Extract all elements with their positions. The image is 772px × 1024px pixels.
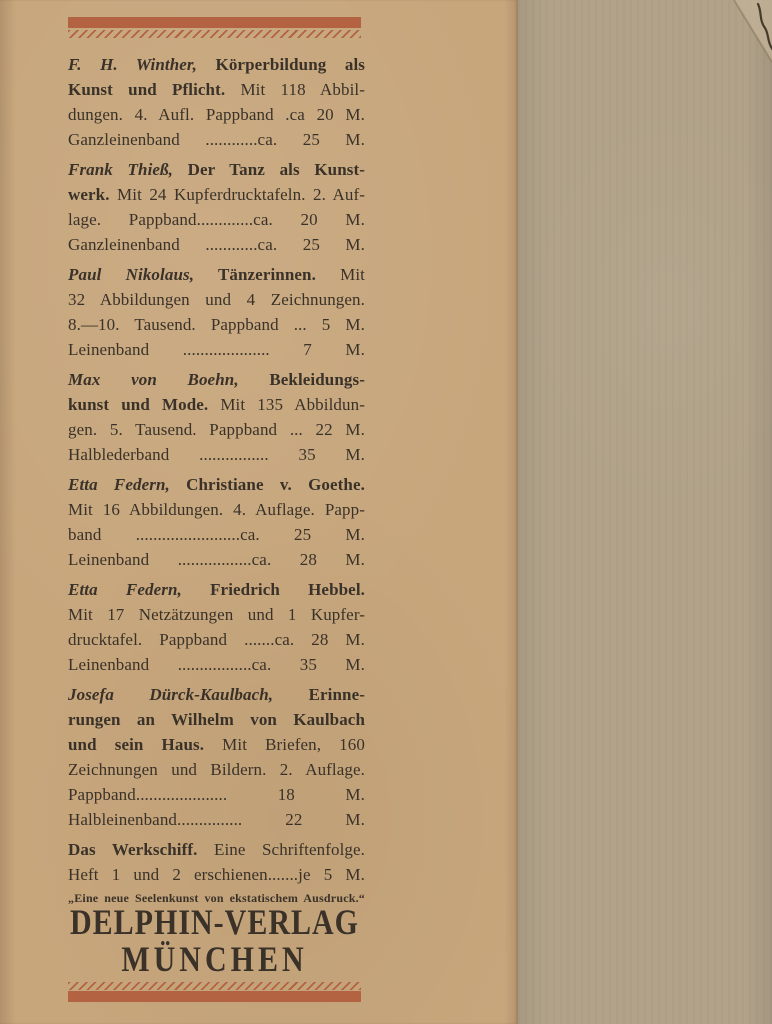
catalog-line xyxy=(68,782,365,807)
author-name: F. H. Winther, xyxy=(68,55,198,74)
book-title: Kunst und Pflicht. xyxy=(68,80,226,99)
author-name: Max von Boehn, xyxy=(68,370,239,389)
catalog-entry xyxy=(68,577,365,677)
entry-text: Ganzleinenband ............ca. 25 M. xyxy=(68,235,365,254)
catalog-line xyxy=(68,157,365,182)
catalog-entry xyxy=(68,367,365,467)
entry-text: gen. 5. Tausend. Pappband ... 22 M. xyxy=(68,420,365,439)
entry-text: Leinenband .................... 7 M. xyxy=(68,340,365,359)
catalog-line xyxy=(68,707,365,732)
catalog-line xyxy=(68,102,365,127)
author-name: Etta Federn, xyxy=(68,475,170,494)
entry-text: drucktafel. Pappband .......ca. 28 M. xyxy=(68,630,365,649)
catalog-line xyxy=(68,862,365,887)
entry-text: Mit 17 Netzätzungen und 1 Kupfer- xyxy=(68,605,365,624)
catalog-line xyxy=(68,337,365,362)
book-title: werk. xyxy=(68,185,110,204)
catalog-line xyxy=(68,287,365,312)
catalog-line xyxy=(68,392,365,417)
catalog-line xyxy=(68,577,365,602)
book-title: Bekleidungs- xyxy=(238,370,365,389)
book-title: Körperbildung als xyxy=(197,55,365,74)
catalog-line xyxy=(68,807,365,832)
catalog-line xyxy=(68,127,365,152)
catalog-line xyxy=(68,602,365,627)
catalog-line xyxy=(68,182,365,207)
publisher-imprint xyxy=(64,904,365,978)
bottom-ornament-fringe xyxy=(68,982,361,990)
publisher-name: DELPHIN-VERLAG xyxy=(69,902,360,943)
entry-text: Mit xyxy=(315,265,365,284)
entry-text: Eine Schriftenfolge. xyxy=(197,840,365,859)
catalog-line xyxy=(68,732,365,757)
catalog-line xyxy=(68,682,365,707)
top-ornament xyxy=(68,17,361,38)
catalog-line xyxy=(68,77,365,102)
entry-text: Halblederband ................ 35 M. xyxy=(68,445,365,464)
catalog-line xyxy=(68,837,365,862)
entry-text: Zeichnungen und Bildern. 2. Auflage. xyxy=(68,760,365,779)
catalog-entry xyxy=(68,682,365,832)
bottom-ornament xyxy=(68,982,361,1002)
entry-text: Mit 135 Abbildun- xyxy=(208,395,365,414)
entry-text: Ganzleinenband ............ca. 25 M. xyxy=(68,130,365,149)
catalog-column xyxy=(68,52,365,912)
book-title: Friedrich Hebbel. xyxy=(181,580,365,599)
entry-text: Heft 1 und 2 erschienen.......je 5 M. xyxy=(68,865,365,884)
book-title: und sein Haus. xyxy=(68,735,205,754)
entry-text: Leinenband .................ca. 35 M. xyxy=(68,655,365,674)
book-title: Erinne- xyxy=(273,685,365,704)
catalog-line xyxy=(68,367,365,392)
book-title: Christiane v. Goethe. xyxy=(169,475,365,494)
catalog-line xyxy=(68,547,365,572)
author-name: Josefa Dürck-Kaulbach, xyxy=(68,685,274,704)
cardboard-background xyxy=(518,0,772,1024)
top-ornament-fringe xyxy=(68,30,361,38)
entry-text: dungen. 4. Aufl. Pappband .ca 20 M. xyxy=(68,105,365,124)
entry-text: „Eine neue Seelenkunst von ekstatischem Ausdruck.“ xyxy=(68,891,365,905)
book-title: rungen an Wilhelm von Kaulbach xyxy=(68,710,365,729)
catalog-line xyxy=(68,52,365,77)
entry-text: band ........................ca. 25 M. xyxy=(68,525,365,544)
catalog-entry xyxy=(68,472,365,572)
catalog-line xyxy=(68,757,365,782)
entry-text: Leinenband .................ca. 28 M. xyxy=(68,550,365,569)
top-ornament-bar xyxy=(68,17,361,28)
corner-tear-mark xyxy=(712,0,772,78)
entry-text: Mit 24 Kupferdrucktafeln. 2. Auf- xyxy=(109,185,365,204)
entry-text: lage. Pappband.............ca. 20 M. xyxy=(68,210,365,229)
publisher-city: MÜNCHEN xyxy=(121,940,308,980)
author-name: Etta Federn, xyxy=(68,580,182,599)
catalog-line xyxy=(68,232,365,257)
entry-text: Mit Briefen, 160 xyxy=(204,735,365,754)
catalog-line xyxy=(68,417,365,442)
book-title: kunst und Mode. xyxy=(68,395,209,414)
catalog-line xyxy=(68,442,365,467)
entry-text: 8.—10. Tausend. Pappband ... 5 M. xyxy=(68,315,365,334)
entry-text: Mit 16 Abbildungen. 4. Auflage. Papp- xyxy=(68,500,365,519)
author-name: Paul Nikolaus, xyxy=(68,265,195,284)
bottom-ornament-bar xyxy=(68,991,361,1002)
catalog-line xyxy=(68,652,365,677)
entry-text: 32 Abbildungen und 4 Zeichnungen. xyxy=(68,290,365,309)
catalog-line xyxy=(68,627,365,652)
catalog-entry xyxy=(68,837,365,907)
catalog-line xyxy=(68,472,365,497)
catalog-line xyxy=(68,207,365,232)
catalog-line xyxy=(68,522,365,547)
catalog-line xyxy=(68,312,365,337)
author-name: Frank Thieß, xyxy=(68,160,173,179)
catalog-line xyxy=(68,262,365,287)
book-title: Tänzerinnen. xyxy=(194,265,316,284)
catalog-entry xyxy=(68,157,365,257)
entry-text: Mit 118 Abbil- xyxy=(225,80,365,99)
catalog-line xyxy=(68,497,365,522)
catalog-entry xyxy=(68,262,365,362)
book-title: Der Tanz als Kunst- xyxy=(172,160,365,179)
entry-text: Halbleinenband............... 22 M. xyxy=(68,810,365,829)
entry-text: Pappband..................... 18 M. xyxy=(68,785,365,804)
book-title: Das Werkschiff. xyxy=(68,840,198,859)
catalog-entry xyxy=(68,52,365,152)
